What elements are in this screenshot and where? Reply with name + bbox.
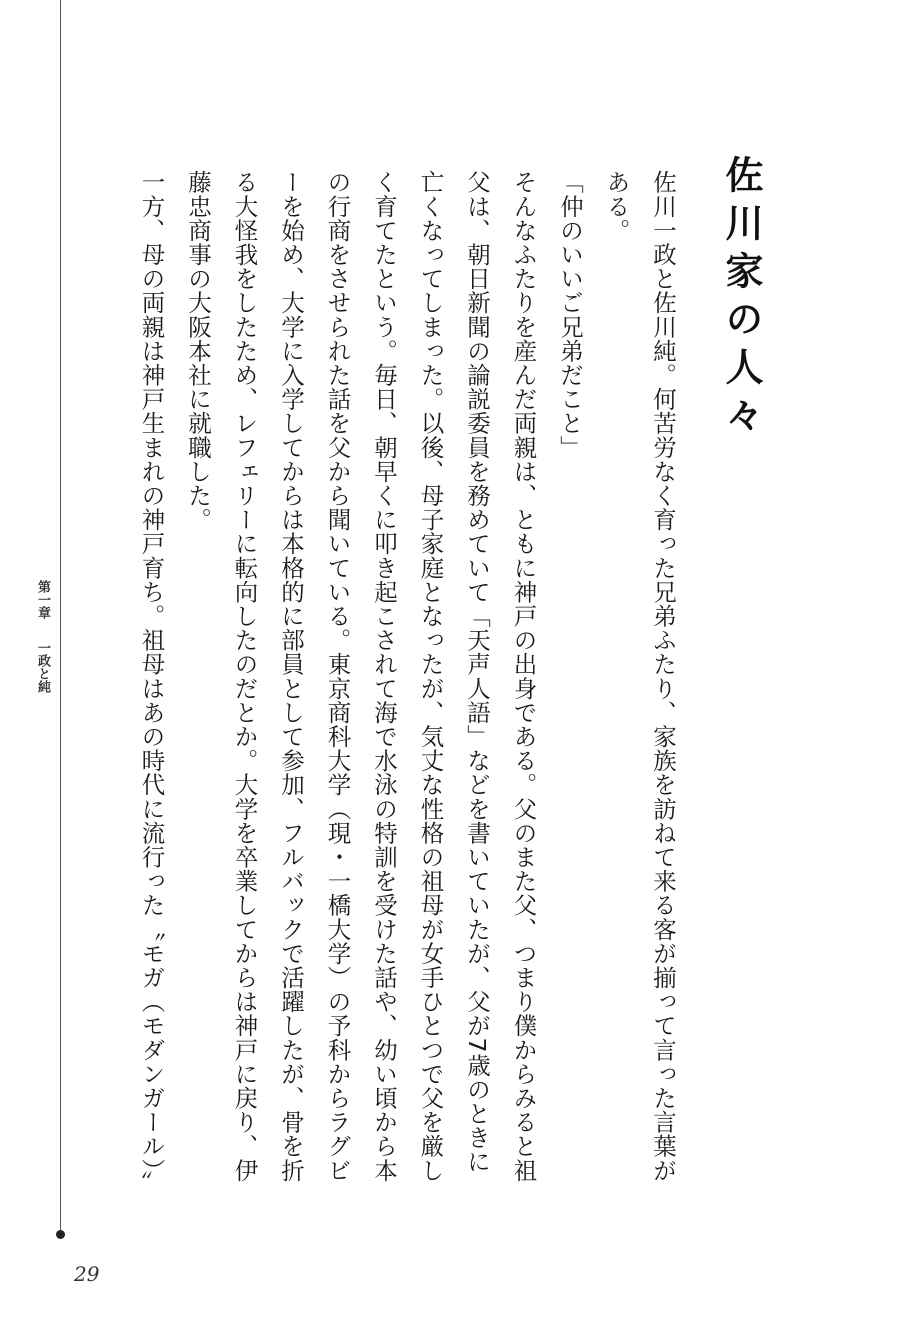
running-head-title: 一政と純 [35, 641, 50, 693]
running-head-chapter: 第一章 [35, 580, 50, 619]
paragraph: 佐川一政と佐川純。何苦労なく育った兄弟ふたり、家族を訪ねて来る客が揃って言った言葉がある。 [602, 170, 677, 1183]
paragraph: そんなふたりを産んだ両親は、ともに神戸の出身である。父のまた父、つまり僕からみると祖父は、朝日新聞の論説委員を務めていて「天声人語」などを書いていたが、父が7歳のときに亡くなってしまった。以後、母子家庭となったが、気丈な性格の祖母が女手ひとつで父を厳しく育てたという。毎日、朝早くに叩き起こされて海で水泳の特訓を受けた話や、幼い頃から本の行商をさせられた話を父から聞いている。東京商科大学（現・一橋大学）の予科からラグビーを始め、大学に入学してからは本格的に部員として参加、フルバックで活躍したが、骨を折る大怪我をしたため、レフェリーに転向したのだとか。大学を卒業してからは神戸に戻り、伊藤忠商事の大阪本社に就職した。 [184, 170, 538, 1183]
paragraph: 一方、母の両親は神戸生まれの神戸育ち。祖母はあの時代に流行った〝モガ（モダンガール）〟 [137, 170, 166, 1195]
margin-dot [56, 1230, 65, 1239]
paragraph-quote: 「仲のいいご兄弟だこと」 [556, 170, 584, 460]
body-text [128, 170, 686, 1195]
page-number: 29 [74, 1262, 100, 1286]
running-head [36, 580, 49, 693]
margin-rule [60, 0, 61, 1236]
section-heading: 佐川家の人々 [719, 155, 763, 443]
